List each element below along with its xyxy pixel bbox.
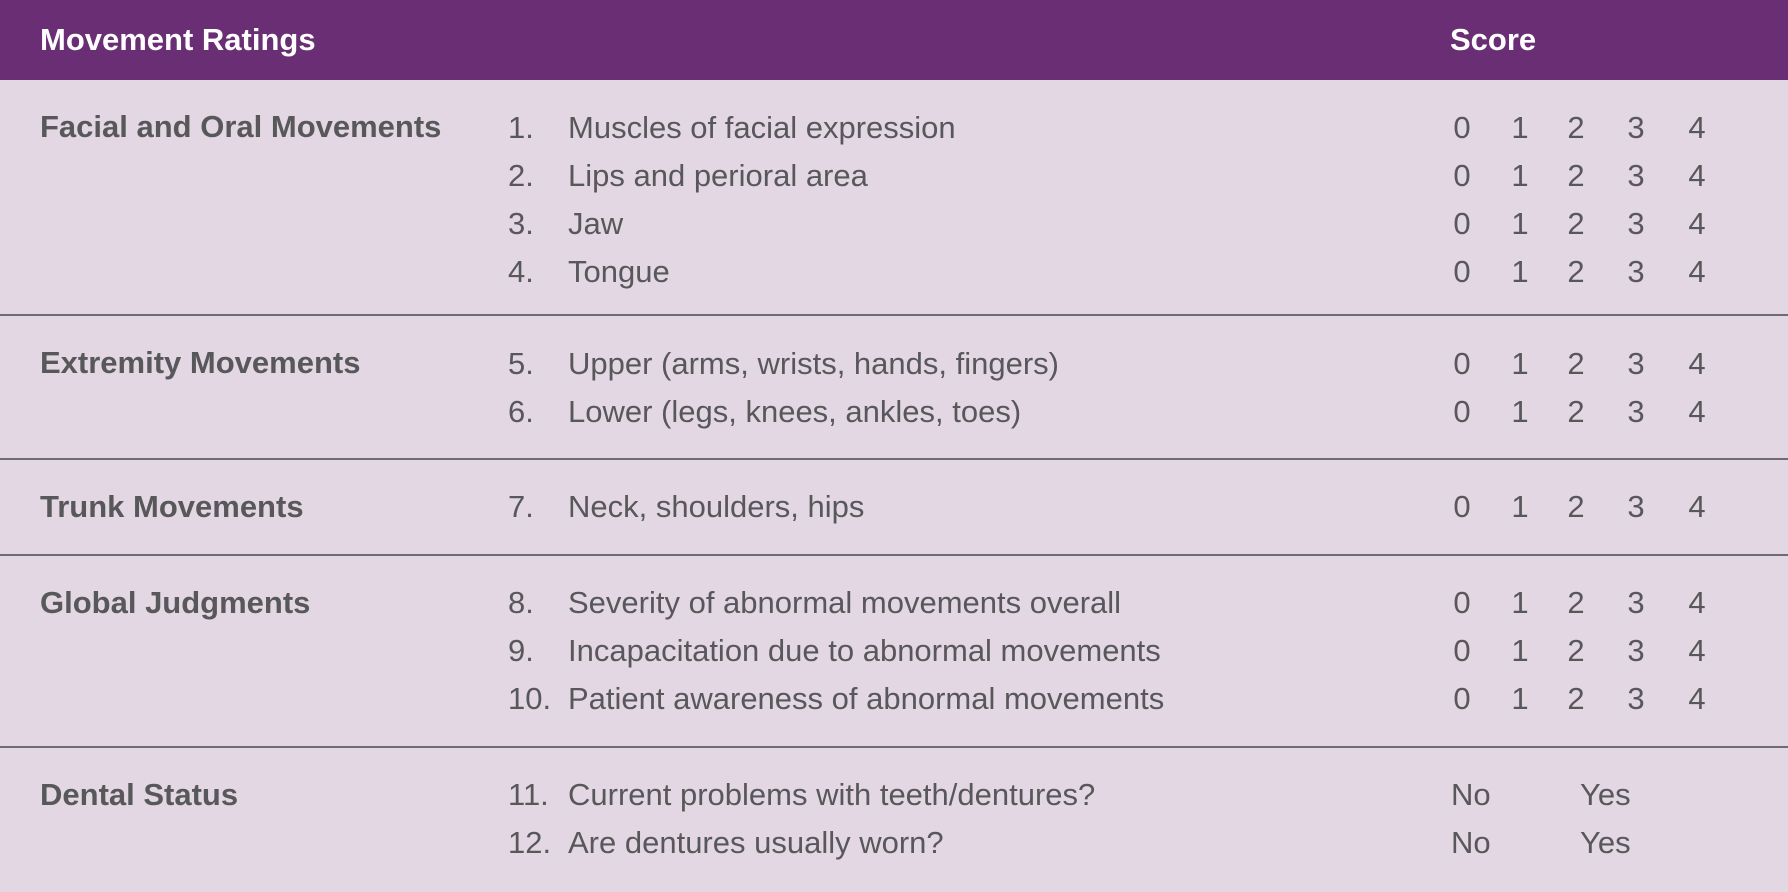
score-option[interactable]: 2 [1567,681,1585,716]
score-option[interactable]: 0 [1453,110,1471,145]
yes-option[interactable]: Yes [1580,825,1631,860]
score-option[interactable]: 1 [1511,254,1529,289]
item-number: 10. [508,681,552,716]
item-label: Muscles of facial expression [568,110,956,145]
score-option[interactable]: 4 [1688,681,1706,716]
score-option[interactable]: 1 [1511,394,1529,429]
score-option[interactable]: 0 [1453,633,1471,668]
score-option[interactable]: 0 [1453,681,1471,716]
score-option[interactable]: 2 [1567,633,1585,668]
table-header [0,0,1788,80]
score-option[interactable]: 0 [1453,394,1471,429]
item-row [0,200,1788,248]
item-row [0,483,1788,531]
item-row [0,579,1788,627]
item-number: 4. [508,254,534,289]
score-option[interactable]: 2 [1567,110,1585,145]
score-option[interactable]: 1 [1511,633,1529,668]
score-option[interactable]: 1 [1511,681,1529,716]
score-option[interactable]: 1 [1511,206,1529,241]
score-option[interactable]: 2 [1567,346,1585,381]
item-label: Are dentures usually worn? [568,825,944,860]
item-label: Patient awareness of abnormal movements [568,681,1165,716]
score-option[interactable]: 3 [1627,489,1645,524]
score-option[interactable]: 3 [1627,633,1645,668]
section-title: Global Judgments [40,585,311,620]
item-label: Current problems with teeth/dentures? [568,777,1096,812]
item-label: Upper (arms, wrists, hands, fingers) [568,346,1059,381]
score-option[interactable]: 3 [1627,585,1645,620]
header-score-label: Score [1450,22,1537,57]
item-number: 7. [508,489,534,524]
item-row [0,152,1788,200]
score-option[interactable]: 4 [1688,346,1706,381]
score-option[interactable]: 4 [1688,206,1706,241]
item-label: Jaw [568,206,624,241]
no-option[interactable]: No [1451,825,1491,860]
item-row [0,104,1788,152]
section-extremity [0,316,1788,458]
score-option[interactable]: 0 [1453,585,1471,620]
item-label: Tongue [568,254,670,289]
section-trunk [0,460,1788,554]
item-label: Lower (legs, knees, ankles, toes) [568,394,1022,429]
item-row [0,771,1788,819]
score-option[interactable]: 1 [1511,158,1529,193]
score-option[interactable]: 3 [1627,394,1645,429]
item-label: Incapacitation due to abnormal movements [568,633,1161,668]
section-title: Trunk Movements [40,489,304,524]
score-option[interactable]: 4 [1688,394,1706,429]
score-option[interactable]: 2 [1567,489,1585,524]
score-option[interactable]: 1 [1511,110,1529,145]
score-option[interactable]: 4 [1688,254,1706,289]
score-option[interactable]: 3 [1627,110,1645,145]
score-option[interactable]: 4 [1688,110,1706,145]
section-title: Facial and Oral Movements [40,109,442,144]
item-number: 3. [508,206,534,241]
score-option[interactable]: 0 [1453,206,1471,241]
score-option[interactable]: 0 [1453,254,1471,289]
item-label: Lips and perioral area [568,158,868,193]
item-row [0,340,1788,388]
score-option[interactable]: 1 [1511,489,1529,524]
score-option[interactable]: 2 [1567,254,1585,289]
score-option[interactable]: 1 [1511,585,1529,620]
score-option[interactable]: 4 [1688,158,1706,193]
item-number: 5. [508,346,534,381]
item-number: 9. [508,633,534,668]
item-number: 1. [508,110,534,145]
header-title: Movement Ratings [40,22,316,57]
score-option[interactable]: 3 [1627,681,1645,716]
section-facial-oral [0,80,1788,314]
item-label: Neck, shoulders, hips [568,489,865,524]
score-option[interactable]: 3 [1627,206,1645,241]
yes-option[interactable]: Yes [1580,777,1631,812]
section-global [0,556,1788,746]
item-number: 6. [508,394,534,429]
score-option[interactable]: 0 [1453,346,1471,381]
item-number: 12. [508,825,552,860]
item-number: 11. [508,777,549,812]
section-dental [0,748,1788,892]
no-option[interactable]: No [1451,777,1491,812]
score-option[interactable]: 2 [1567,206,1585,241]
score-option[interactable]: 0 [1453,489,1471,524]
item-row [0,819,1788,867]
score-option[interactable]: 2 [1567,394,1585,429]
score-option[interactable]: 3 [1627,158,1645,193]
item-row [0,627,1788,675]
score-option[interactable]: 3 [1627,254,1645,289]
item-row [0,388,1788,436]
item-label: Severity of abnormal movements overall [568,585,1122,620]
score-option[interactable]: 4 [1688,585,1706,620]
score-option[interactable]: 1 [1511,346,1529,381]
section-title: Dental Status [40,777,239,812]
score-option[interactable]: 0 [1453,158,1471,193]
item-row [0,248,1788,296]
score-option[interactable]: 3 [1627,346,1645,381]
score-option[interactable]: 2 [1567,158,1585,193]
score-option[interactable]: 4 [1688,633,1706,668]
item-number: 8. [508,585,534,620]
item-number: 2. [508,158,534,193]
score-option[interactable]: 4 [1688,489,1706,524]
score-option[interactable]: 2 [1567,585,1585,620]
item-row [0,675,1788,723]
section-title: Extremity Movements [40,345,361,380]
